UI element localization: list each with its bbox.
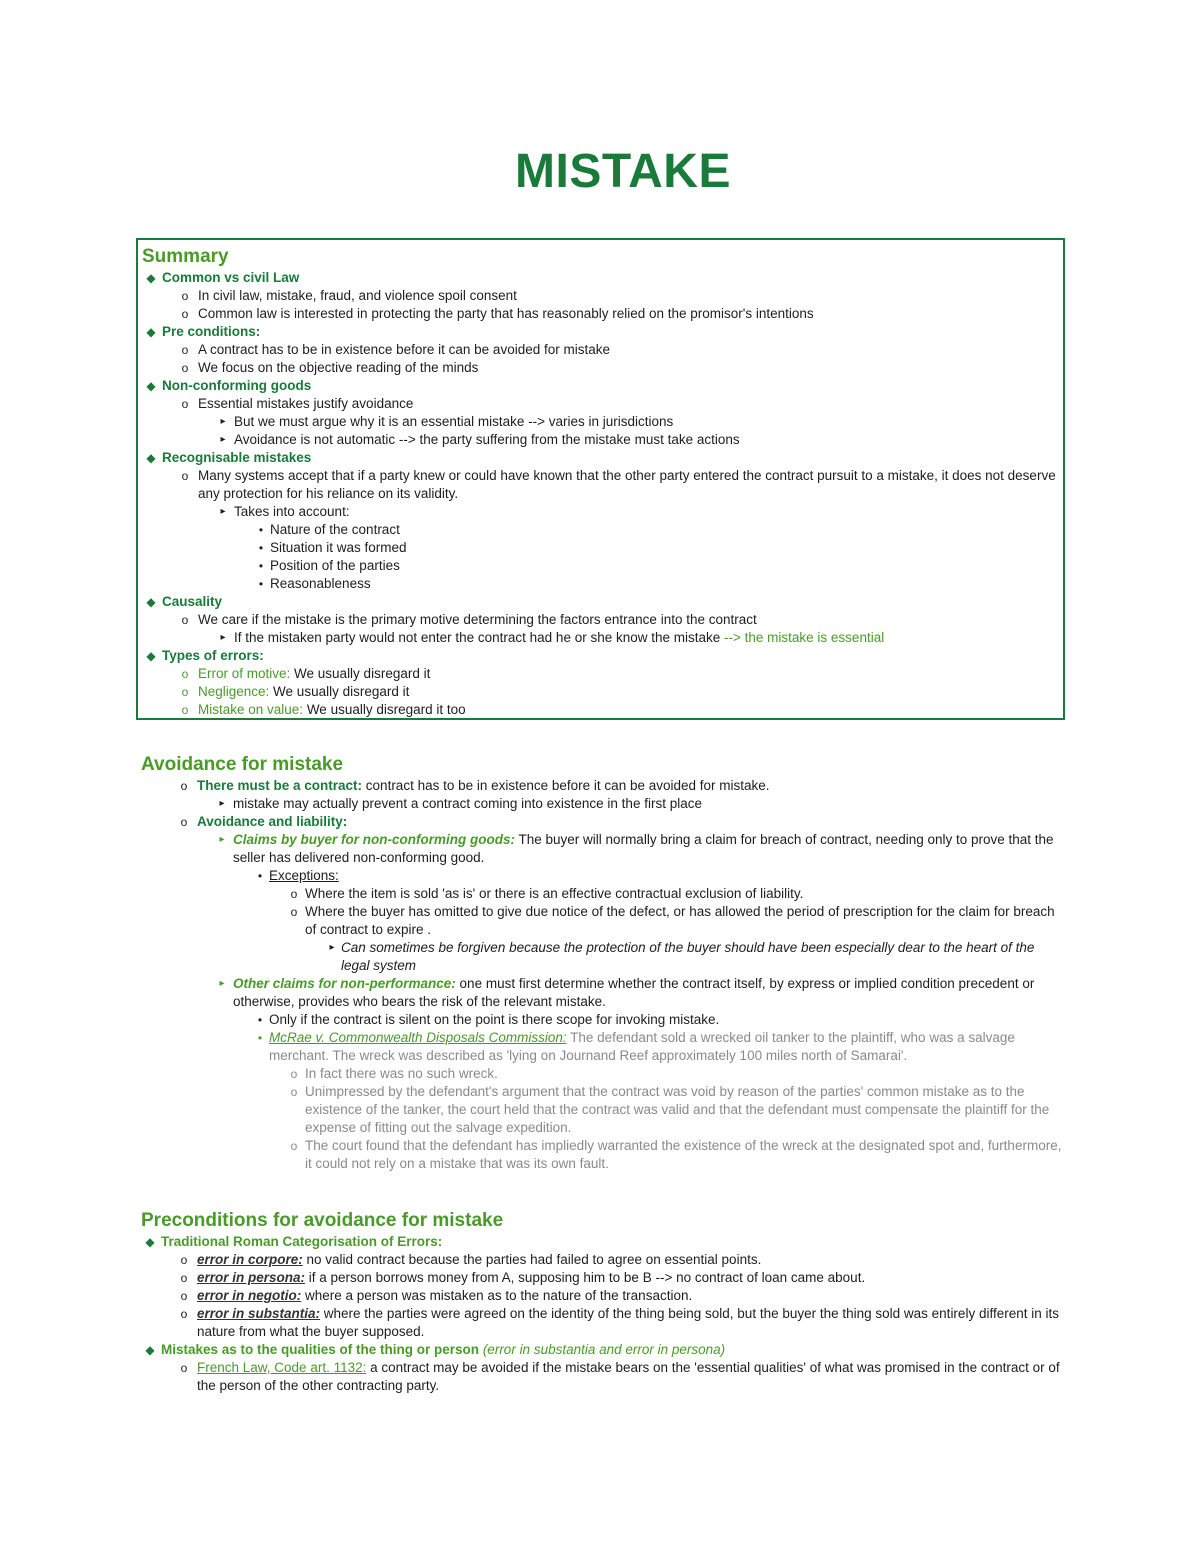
dot-bullet-icon: • [258, 559, 264, 573]
list-item: o Avoidance and liability: [141, 813, 1063, 831]
triangle-bullet-icon: ▸ [220, 434, 226, 445]
preconditions-heading: Preconditions for avoidance for mistake [141, 1210, 504, 1231]
list-item: o error in negotio: where a person was mistaken as to the nature of the transaction. [141, 1287, 1063, 1305]
circle-bullet-icon: o [180, 1271, 188, 1285]
circle-bullet-icon: o [290, 1139, 298, 1153]
circle-bullet-icon: o [181, 307, 189, 321]
list-item: o Where the item is sold 'as is' or there is an effective contractual exclusion of liability. [141, 885, 1063, 903]
diamond-bullet-icon: ◆ [146, 379, 156, 393]
list-item: o Common law is interested in protecting the party that has reasonably relied on the promisor's intentions [142, 305, 1059, 323]
list-item: o There must be a contract: contract has to be in existence before it can be avoided for mistake. [141, 777, 1063, 795]
circle-bullet-icon: o [290, 1067, 298, 1081]
list-item: o error in corpore: no valid contract because the parties had failed to agree on essential points. [141, 1251, 1063, 1269]
triangle-bullet-icon: ▸ [329, 942, 335, 953]
dot-bullet-icon: • [258, 523, 264, 537]
circle-bullet-icon: o [181, 343, 189, 357]
list-item: o Unimpressed by the defendant's argument that the contract was void by reason of the parties' common mistake as to the existence of the tanker, the court held that the contract was valid and that the defendant must compensate the plaintiff for the expense of fitting out the salvage expedition. [141, 1083, 1063, 1137]
circle-bullet-icon: o [181, 361, 189, 375]
list-item: ▸ Claims by buyer for non-conforming goods: The buyer will normally bring a claim for breach of contract, needing only to prove that the seller has delivered non-conforming good. [141, 831, 1063, 867]
dot-bullet-icon: • [257, 869, 263, 883]
summary-sublist [142, 287, 1059, 323]
list-item: ▸ Can sometimes be forgiven because the protection of the buyer should have been especially dear to the heart of the legal system [141, 939, 1063, 975]
triangle-bullet-icon: ▸ [220, 632, 226, 643]
list-item: o In fact there was no such wreck. [141, 1065, 1063, 1083]
list-item: o The court found that the defendant has impliedly warranted the existence of the wreck at the designated spot and, furthermore, it could not rely on a mistake that was its own fault. [141, 1137, 1063, 1173]
dot-bullet-icon: • [257, 1013, 263, 1027]
list-item: • Position of the parties [142, 557, 1059, 575]
list-item: ◆ Types of errors: [142, 647, 1059, 665]
summary-box [136, 238, 1065, 720]
circle-bullet-icon: o [181, 613, 189, 627]
circle-bullet-icon: o [290, 1085, 298, 1099]
list-item: ▸ Other claims for non-performance: one must first determine whether the contract itself, by express or implied condition precedent or otherwise, provides who bears the risk of the relevant mistake. [141, 975, 1063, 1011]
triangle-bullet-icon: ▸ [220, 416, 226, 427]
summary-heading: Summary [142, 246, 229, 267]
page-title: MISTAKE [515, 145, 731, 198]
list-item: ▸ But we must argue why it is an essential mistake --> varies in jurisdictions [142, 413, 1059, 431]
list-item: ◆ Mistakes as to the qualities of the thing or person (error in substantia and error in persona) [141, 1341, 1063, 1359]
diamond-bullet-icon: ◆ [146, 451, 156, 465]
list-item: ◆ Recognisable mistakes [142, 449, 1059, 467]
circle-bullet-icon: o [181, 685, 189, 699]
list-item: ◆ Traditional Roman Categorisation of Errors: [141, 1233, 1063, 1251]
dot-bullet-icon: • [258, 577, 264, 591]
circle-bullet-icon: o [180, 1361, 188, 1375]
list-item: ◆ Common vs civil Law [142, 269, 1059, 287]
list-item: • Reasonableness [142, 575, 1059, 593]
list-item: • McRae v. Commonwealth Disposals Commission: The defendant sold a wrecked oil tanker to the plaintiff, who was a salvage merchant. The wreck was described as 'lying on Journand Reef approximately 100 miles north of Samarai'. [141, 1029, 1063, 1065]
list-item: • Situation it was formed [142, 539, 1059, 557]
list-item: ▸ Avoidance is not automatic --> the party suffering from the mistake must take actions [142, 431, 1059, 449]
list-item: o A contract has to be in existence before it can be avoided for mistake [142, 341, 1059, 359]
list-item: o In civil law, mistake, fraud, and violence spoil consent [142, 287, 1059, 305]
list-item: o Negligence: We usually disregard it [142, 683, 1059, 701]
dot-bullet-icon: • [258, 541, 264, 555]
circle-bullet-icon: o [180, 1289, 188, 1303]
list-item: ▸ If the mistaken party would not enter the contract had he or she know the mistake --> the mistake is essential [142, 629, 1059, 647]
list-item: o We care if the mistake is the primary motive determining the factors entrance into the contract [142, 611, 1059, 629]
list-item: o We focus on the objective reading of the minds [142, 359, 1059, 377]
circle-bullet-icon: o [180, 1307, 188, 1321]
list-item: ▸ Takes into account: [142, 503, 1059, 521]
list-item: o Many systems accept that if a party knew or could have known that the other party entered the contract pursuit to a mistake, it does not deserve any protection for his reliance on its validity. [142, 467, 1059, 503]
list-item: • Nature of the contract [142, 521, 1059, 539]
circle-bullet-icon: o [180, 779, 188, 793]
triangle-bullet-icon: ▸ [219, 834, 225, 845]
circle-bullet-icon: o [290, 905, 298, 919]
list-item: o Mistake on value: We usually disregard it too [142, 701, 1059, 719]
summary-list [142, 269, 1059, 287]
dot-bullet-icon: • [257, 1031, 263, 1045]
diamond-bullet-icon: ◆ [146, 271, 156, 285]
diamond-bullet-icon: ◆ [146, 649, 156, 663]
diamond-bullet-icon: ◆ [146, 595, 156, 609]
list-item: o error in persona: if a person borrows money from A, supposing him to be B --> no contract of loan came about. [141, 1269, 1063, 1287]
list-item: ◆ Non-conforming goods [142, 377, 1059, 395]
circle-bullet-icon: o [290, 887, 298, 901]
list-item: o Essential mistakes justify avoidance [142, 395, 1059, 413]
circle-bullet-icon: o [181, 469, 189, 483]
diamond-bullet-icon: ◆ [145, 1343, 155, 1357]
list-item: ◆ Pre conditions: [142, 323, 1059, 341]
triangle-bullet-icon: ▸ [220, 506, 226, 517]
list-item: o error in substantia: where the parties were agreed on the identity of the thing being sold, but the buyer the thing sold was entirely different in its nature from what the buyer supposed. [141, 1305, 1063, 1341]
circle-bullet-icon: o [181, 289, 189, 303]
circle-bullet-icon: o [180, 815, 188, 829]
circle-bullet-icon: o [181, 667, 189, 681]
avoidance-heading: Avoidance for mistake [141, 754, 344, 775]
avoidance-section [141, 753, 1063, 1173]
list-item: ◆ Causality [142, 593, 1059, 611]
circle-bullet-icon: o [180, 1253, 188, 1267]
triangle-bullet-icon: ▸ [219, 798, 225, 809]
list-item: ▸ mistake may actually prevent a contract coming into existence in the first place [141, 795, 1063, 813]
list-item: o Error of motive: We usually disregard it [142, 665, 1059, 683]
triangle-bullet-icon: ▸ [219, 978, 225, 989]
list-item: o French Law, Code art. 1132: a contract may be avoided if the mistake bears on the 'essential qualities' of what was promised in the contract or of the person of the other contracting party. [141, 1359, 1063, 1395]
preconditions-section [141, 1209, 1063, 1395]
diamond-bullet-icon: ◆ [145, 1235, 155, 1249]
list-item: • Exceptions: [141, 867, 1063, 885]
list-item: • Only if the contract is silent on the point is there scope for invoking mistake. [141, 1011, 1063, 1029]
list-item: o Where the buyer has omitted to give due notice of the defect, or has allowed the period of prescription for the claim for breach of contract to expire . [141, 903, 1063, 939]
diamond-bullet-icon: ◆ [146, 325, 156, 339]
circle-bullet-icon: o [181, 397, 189, 411]
circle-bullet-icon: o [181, 703, 189, 717]
